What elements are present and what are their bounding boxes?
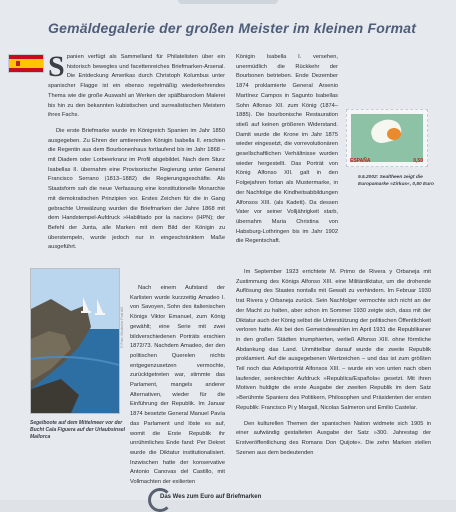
left-column-wrap [130, 284, 225, 494]
mallorca-photo [30, 268, 120, 414]
right-column-bottom [236, 268, 431, 464]
photo-caption: Segelboote auf dem Mittelmeer vor der Bucht Cala Figuera auf der Urlaubsinsel Mallorca [30, 420, 126, 440]
intro-text: panien verfügt als Sammelland für Philatelisten über ein historisch bewegtes und facettenreiches Briefmarken-Arsenal. Die Entdeckung Amerikas durch Christoph Kolumbus unter spanischer Flagge ist ein ebenso regelmäßig wiederkehrendes Thema wie die große Auswahl an Werken der späBbarocken Malerei bis hin zu den bekannten kubistischen und surrealistischen Meistern ihres Fachs. [48, 54, 225, 119]
stamp-value: 0,50 [413, 158, 423, 164]
restoration-paragraph: Königin Isabella I. versehen, unermüdlich die Rückkehr der Bourbonen betrieben. Ende Dezember 1874 proklamierte General Arsenio Martínez Campos in Sagunto Isabellas Sohn Alfonso XII. zum König (1874–1885). Die bourbonische Restauration stieß auf keinen größeren Widerstand. Damit wurde die Krone im Jahr 1875 wieder eingesetzt, die vorrevolutionären gesellschaftlichen Verhältnisse wurden wieder hergestellt. Das Porträt von König Alfonso XII. galt in den Folgejahren fortan als Mustermarke, in der Nachfolge die Kindheitsabbildungen Alfonsos XIII. (als Kadett). Da dessen Vater vor seiner Volljährigkeit starb, übernahm Maria Christina von Habsburg-Lothringen bis im Jahr 1902 die Regentschaft. [236, 54, 338, 245]
culture-paragraph: Den kulturellen Themen der spanischen Nation widmete sich 1905 in einer aufwändig gestalteten Ausgabe der Satz »300. Jahrestag der Erstveröffentlichung des Romans Don Quijote«. Die zehn Marken stellen Szenen aus dem bedeutenden [236, 420, 431, 456]
drop-cap: S [48, 50, 65, 83]
circus-stamp-image [346, 109, 428, 167]
dictatorship-paragraph: Im September 1923 errichtete M. Primo de Rivera y Orbaneja mit Zustimmung des Königs Alfonso XIII. eine Militärdiktatur, um die drohende Auflösung des Staates nontalls mit Gewalt zu verhindern. Im Februar 1930 trat Rivera y Orbaneja zurück. Sein Nachfolger vermochte sich nicht an der der Macht zu halten, aber schon im Sommer 1930 zeigte sich, dass mit der Diktatur auch der König selbst die Unterstützung der politischen Öffentlichkeit verloren hatte. Als bei den Gemeindewahlen im April 1931 die Republikaner in den großen Städten triumphierten, verließ Alfonso XIII. ohne förmliche Abdankung das Land. Unmittelbar darauf wurde die zweite Republik proklamiert. Auf die ausgegebenen Wertzeichen – und das ist zum größten Teil noch das Adelsporträt Alfonsos XIII. – wurde ein von unten nach oben laufender, senkrechter Aufdruck »Republica/Española« gesetzt. Mit ihren Motiven huldigte die erste Ausgabe der zweiten Republik im dem Satz »Berühmte Spaniers des Politikern, Philosophen und Präsidenten der ersten Republik: Francisco Pi y Margall, Nicolas Salmeron und Emilio Castelar. [236, 269, 431, 411]
top-tab [178, 0, 278, 4]
footer-text: Das Wes zum Euro auf Briefmarken [160, 494, 262, 500]
photo-credit: © Foto: Deutsche Post AG [120, 306, 124, 348]
karlisten-paragraph: Nach einem Aufstand der Karlisten wurde kurzzeitig Amadeo I. von Savoyen, Sohn des italienischen Königs Viktor Emanuel, zum König gewählt; eine Serie mit zwei bildverschiedenen Porträts erschien 1872/73. Nachdem Amadeo, der den politischen Querelen nichts entgegenzusetzen vermochte, zurücktgetreten war, stimmte das Parlament, mangels anderer Alternativen, wieder für die Einführung der Republik. Im Januar 1874 besetzte General Manuel Pavía das Parlament und löste es auf, womit die Erste Republik ihr unrühmliches Ende fand: Per Dekret wurde die Diktatur institutionalisiert. Inzwischen hatte der konservative Antonio Canovas del Castillo, mit Vollmachten der exilierten [130, 285, 225, 486]
right-column-top [236, 53, 338, 253]
history-paragraph: Die erste Briefmarke wurde im Königreich Spanien im Jahr 1850 ausgegeben. Zu Ehren der amtierenden Königin Isabella II. erschien die Regentin aus dem Bourbonenhaus fortlaufend bis im Jahr 1868 – mit Diadem oder Lorbeerkranz im Profil abgebildet. Nach dem Sturz Isabellas II. übernahm eine Provisorische Regierung unter General Francisco Serrano (1813–1882) die Regierungsgeschäfte. Als Staatsform sah die neue Verfassung eine konstitutionelle Monarchie mit demokratischen Prinzipien vor. Erstes Zeichen für die in Gang gebrachte Umwälzung wurden die Briefmarken der Jahre 1868 mit dem Handstempel-Aufdruck »Habilitado por la nacion« (HPN); der Befehl der Junta, alle Marken mit dem Bild der Königin zu überstempeln, wurde jedoch nur in eingeschränktem Maße ausgeführt. [48, 127, 225, 251]
stamp-country: ESPAÑA [350, 158, 371, 164]
spain-flag-icon [8, 54, 44, 73]
stamp-caption: 9.5.2002: Sealtheen zeigt die Europamarke »Zirkus«, 0,50 Euro [358, 175, 434, 187]
left-column [48, 50, 225, 259]
page-title: Gemäldegalerie der großen Meister im kleinen Format [48, 20, 417, 36]
intro-paragraph [48, 50, 225, 121]
c-logo-icon [148, 488, 172, 512]
